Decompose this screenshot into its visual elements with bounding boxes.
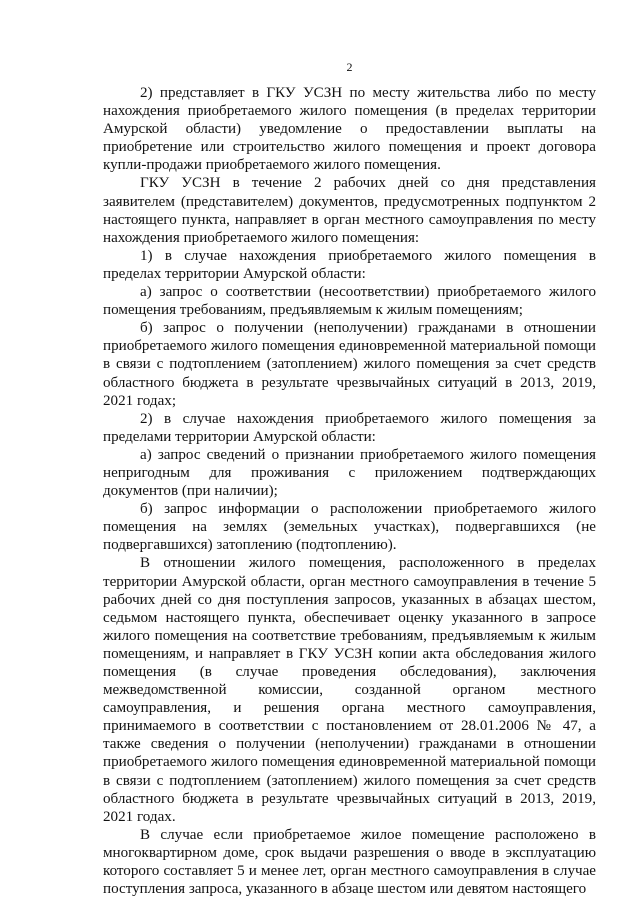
- paragraph-case-within-region: 1) в случае нахождения приобретаемого жилого помещения в пределах территории Амурской области:: [103, 247, 596, 282]
- paragraph-apartment-building: В случае если приобретаемое жилое помещение расположено в многоквартирном доме, срок выдачи разрешения о вводе в эксплуатацию которого составляет 5 и менее лет, орган местного самоуправления в случае поступления запроса, указанного в абзаце шестом или девятом настоящего: [103, 826, 596, 898]
- paragraph-request-flooding: б) запрос информации о расположении приобретаемого жилого помещения на землях (земельных участках), подвергавшихся (не подвергавшихся) затоплению (подтоплению).: [103, 501, 596, 554]
- paragraph-request-aid: б) запрос о получении (неполучении) гражданами в отношении приобретаемого жилого помещения единовременной материальной помощи в связи с подтоплением (затоплением) жилого помещения за счет средств областного бюджета в результате чрезвычайных ситуаций в 2013, 2019, 2021 годах;: [103, 320, 596, 409]
- paragraph-gku-uszn: ГКУ УСЗН в течение 2 рабочих дней со дня представления заявителем (представителем) документов, предусмотренных подпунктом 2 настоящего пункта, направляет в орган местного самоуправления по месту нахождения приобретаемого жилого помещения:: [103, 175, 596, 246]
- page-number: 2: [346, 60, 353, 74]
- paragraph-local-authority-assessment: В отношении жилого помещения, расположенного в пределах территории Амурской области, орган местного самоуправления в течение 5 рабочих дней со дня поступления запросов, указанных в абзацах шестом, седьмом настоящего пункта, обеспечивает оценку указанного в запросе жилого помещения на соответствие требованиям, предъявляемым к жилым помещениям, и направляет в ГКУ УСЗН копии акта обследования жилого помещения (в случае проведения обследования), заключения межведомственной комиссии, созданной органом местного самоуправления, и решения органа местного самоуправления, принимаемого в соответствии с постановлением от 28.01.2006 № 47, а также сведения о получении (неполучении) гражданами в отношении приобретаемого жилого помещения единовременной материальной помощи в связи с подтоплением (затоплением) жилого помещения за счет средств областного бюджета в результате чрезвычайных ситуаций в 2013, 2019, 2021 годах.: [103, 555, 596, 825]
- paragraph-notification: 2) представляет в ГКУ УСЗН по месту жительства либо по месту нахождения приобретаемого жилого помещения (в пределах территории Амурской области) уведомление о предоставлении выплаты на приобретение или строительство жилого помещения и проект договора купли-продажи приобретаемого жилого помещения.: [103, 85, 596, 174]
- paragraph-request-unfit: а) запрос сведений о признании приобретаемого жилого помещения непригодным для проживания с приложением подтверждающих документов (при наличии);: [103, 446, 596, 500]
- paragraph-case-outside-region: 2) в случае нахождения приобретаемого жилого помещения за пределами территории Амурской области:: [103, 410, 596, 445]
- paragraph-request-compliance: а) запрос о соответствии (несоответствии) приобретаемого жилого помещения требованиям, предъявляемым к жилым помещениям;: [103, 284, 596, 319]
